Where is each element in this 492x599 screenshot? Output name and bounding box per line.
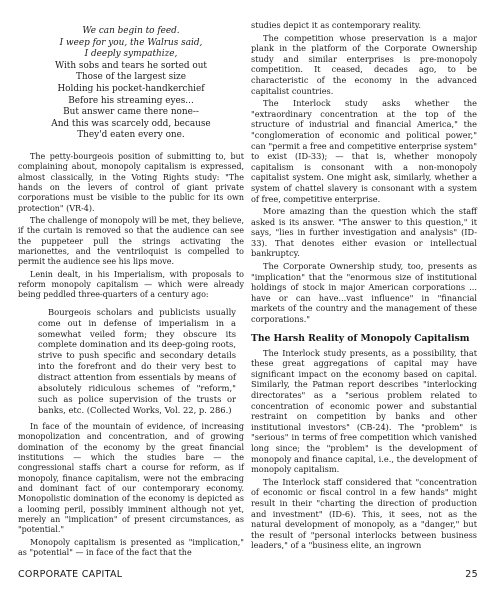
quote-text: Bourgeois scholars and publicists usually come out in defense of imperialism in a somewhat veiled form; they obscure its complete domination and its deep-going roots, strive to push specific and secondary details into the forefront and do their very best to distract attention from essentials by means of absolutely ridiculous schemes of "reform," such as police supervision of the trusts or banks, etc. (Collected Works, Vol. 22, p. 286.) bbox=[38, 306, 236, 415]
block-quote bbox=[38, 307, 236, 416]
right-column bbox=[251, 20, 477, 553]
poem-excerpt bbox=[18, 26, 244, 142]
running-title: CORPORATE CAPITAL bbox=[18, 569, 123, 580]
paragraph: The Corporate Ownership study, too, presents as "implication" that the "enormous size of institutional holdings of stock in major American corporations ... have or can have...vast influence" in "financial markets of the country and the management of these corporations." bbox=[251, 261, 477, 325]
paragraph: The Interlock study presents, as a possibility, that these great aggregations of capital may have significant impact on the economy based on capital. Similarly, the Patman report describes "interlocking directorates" as a "serious problem related to concentration of economic power and substantial restraint on competition by banks and other institutional investors" (CB-24). The "problem" is "serious" in terms of free competition which vanished long since; the "problem" is the development of monopoly and finance capital, i.e., the development of monopoly capitalism. bbox=[251, 347, 477, 475]
section-heading: The Harsh Reality of Monopoly Capitalism bbox=[251, 332, 470, 344]
paragraph: Monopoly capitalism is presented as "implication," as "potential" — in face of the fact that the bbox=[18, 537, 244, 557]
poem-line: And this was scarcely odd, because bbox=[51, 118, 211, 129]
poem-line: Those of the largest size bbox=[76, 72, 186, 83]
paragraph: The petty-bourgeois position of submitting to, but complaining about, monopoly capitalism is expressed, almost classically, in the Voting Rights study: "The hands on the levers of control of giant private corporations must be visible to the public for its own protection" (VR-4). bbox=[18, 151, 244, 213]
poem-line: I weep for you, the Walrus said, bbox=[59, 37, 203, 48]
page-footer bbox=[18, 569, 478, 583]
poem-line: Holding his pocket-handkerchief bbox=[57, 83, 205, 94]
paragraph: The competition whose preservation is a major plank in the platform of the Corporate Ownership study and similar enterprises is pre-monopoly competition. It ceased, decades ago, to be characteristic of the economy in the advanced capitalist countries. bbox=[251, 32, 477, 96]
poem-line: We can begin to feed. bbox=[82, 26, 180, 36]
poem-line: I deeply sympathize, bbox=[84, 49, 178, 60]
poem-line: They'd eaten every one. bbox=[77, 130, 185, 141]
poem-line: With sobs and tears he sorted out bbox=[55, 60, 207, 71]
poem-line: Before his streaming eyes... bbox=[68, 95, 194, 106]
paragraph: More amazing than the question which the staff asked is its answer. "The answer to this question," it says, "lies in further investigation and analysis" (ID-33). That denotes either evasion or intellectual bankruptcy. bbox=[251, 206, 477, 259]
paragraph: The Interlock study asks whether the "extraordinary concentration at the top of the structure of industrial and financial America," the "conglomeration of economic and political power," can "permit a free and competitive enterprise system" to exist (ID-33); — that is, whether monopoly capitalism is consonant with a non-monopoly capitalist system. One might ask, similarly, whether a system of chattel slavery is consonant with a system of free, competitive enterprise. bbox=[251, 98, 477, 204]
page-number: 25 bbox=[465, 569, 478, 580]
left-column bbox=[18, 20, 244, 560]
paragraph: studies depict it as contemporary reality. bbox=[251, 20, 421, 30]
paragraph: Lenin dealt, in his Imperialism, with proposals to reform monopoly capitalism — which were already being peddled three-quarters of a century ago: bbox=[18, 269, 244, 300]
paragraph: The challenge of monopoly will be met, they believe, if the curtain is removed so that the audience can see the puppeteer pull the strings activating the marionettes, and the ventriloquist is compelled to permit the audience see his lips move. bbox=[18, 216, 244, 267]
poem-line: But answer came there none-- bbox=[63, 107, 199, 118]
paragraph: The Interlock staff considered that "concentration of economic or fiscal control in a few hands" might result in their "charting the direction of production and investment" (ID-6). This, it sees, not as the natural development of monopoly, as a "danger," but the result of "personal interlocks between business leaders," of a "business elite, an ingrown bbox=[251, 476, 477, 551]
paragraph: In face of the mountain of evidence, of increasing monopolization and concentration, and of growing domination of the economy by the great financial institutions — which the studies bare — the congressional staffs chart a course for reform, as if monopoly, finance capitalism, were not the embracing and dominant fact of our contemporary economy. Monopolistic domination of the economy is depicted as a looming peril, possibly imminent although not yet, merely an "implication" of present circumstances, as "potential." bbox=[18, 421, 244, 535]
